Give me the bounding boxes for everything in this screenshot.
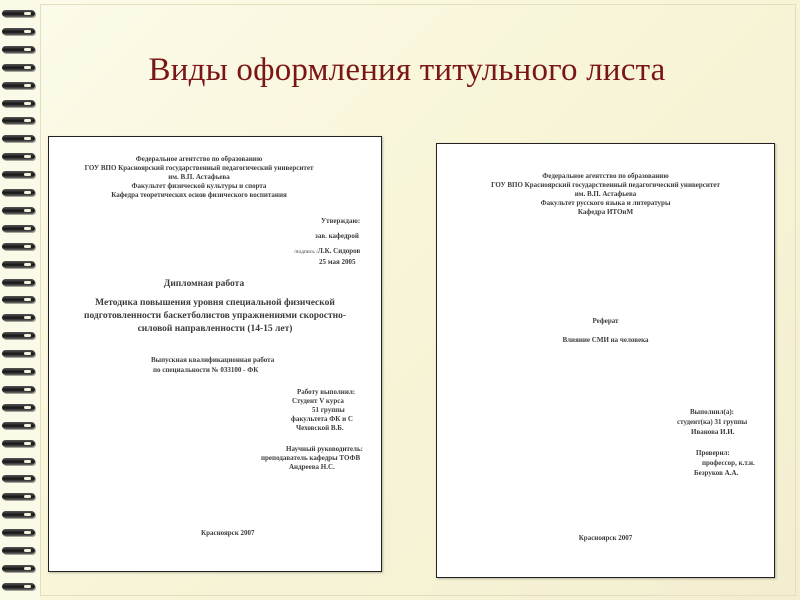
author-line: Работу выполнил: xyxy=(297,388,356,396)
binding-ring xyxy=(2,404,35,411)
checker-line: профессор, к.т.н. xyxy=(702,459,755,467)
binding-ring xyxy=(2,422,35,429)
binding-ring xyxy=(2,100,35,107)
header-line: Кафедра теоретических основ физического воспитания xyxy=(111,191,287,199)
binding-ring xyxy=(2,10,35,17)
slide-title: Виды оформления титульного листа xyxy=(148,52,666,88)
binding-ring xyxy=(2,493,35,500)
binding-ring xyxy=(2,368,35,375)
approval-signature xyxy=(294,247,360,256)
binding-ring xyxy=(2,207,35,214)
header-line: Федеральное агентство по образованию xyxy=(542,172,669,180)
title-page-essay xyxy=(436,143,775,578)
binding-ring xyxy=(2,171,35,178)
author-line: факультета ФК и С xyxy=(291,415,353,423)
spiral-binding xyxy=(0,0,40,600)
title-page-diploma xyxy=(48,136,382,572)
signature-name: Л.К. Сидоров xyxy=(317,247,361,255)
header-line: ГОУ ВПО Красноярский государственный педагогический университет xyxy=(84,164,314,172)
binding-ring xyxy=(2,458,35,465)
binding-ring xyxy=(2,189,35,196)
binding-ring xyxy=(2,547,35,554)
page-footer: Красноярск 2007 xyxy=(578,534,633,542)
header-line: им. В.П. Астафьева xyxy=(168,173,230,181)
work-type: Реферат xyxy=(592,317,619,325)
header-line: Факультет физической культуры и спорта xyxy=(131,182,267,190)
supervisor-line: Научный руководитель: xyxy=(286,445,363,453)
binding-ring xyxy=(2,117,35,124)
header-line: ГОУ ВПО Красноярский государственный педагогический университет xyxy=(491,181,720,189)
topic-line: силовой направленности (14-15 лет) xyxy=(137,324,293,334)
binding-ring xyxy=(2,386,35,393)
qualification-line: Выпускная квалификационная работа xyxy=(151,356,275,364)
approval-date: 25 мая 2005 xyxy=(319,258,356,266)
page-footer: Красноярск 2007 xyxy=(201,529,255,537)
supervisor-line: преподаватель кафедры ТОФВ xyxy=(261,454,361,462)
approval-title: Утверждаю: xyxy=(321,217,361,225)
header-line: им. В.П. Астафьева xyxy=(574,190,637,198)
binding-ring xyxy=(2,350,35,357)
author-line: студент(ка) 31 группы xyxy=(677,418,748,426)
checker-line: Проверил: xyxy=(696,449,730,457)
author-line: 51 группы xyxy=(312,406,345,414)
topic-line: подготовленности баскетболистов упражнениями скоростно- xyxy=(83,311,347,321)
binding-ring xyxy=(2,279,35,286)
binding-ring xyxy=(2,475,35,482)
work-type: Дипломная работа xyxy=(163,279,245,289)
author-line: Студент V курса xyxy=(292,397,344,405)
topic: Влияние СМИ на человека xyxy=(562,336,649,344)
signature-label: /подпись / xyxy=(294,249,318,255)
binding-ring xyxy=(2,243,35,250)
binding-ring xyxy=(2,565,35,572)
author-line: Иванова И.И. xyxy=(691,428,735,436)
binding-ring xyxy=(2,261,35,268)
supervisor-line: Андреева Н.С. xyxy=(289,463,335,471)
checker-line: Безруков А.А. xyxy=(694,469,739,477)
binding-ring xyxy=(2,314,35,321)
header-line: Кафедра ИТОиМ xyxy=(577,208,634,216)
header-line: Федеральное агентство по образованию xyxy=(135,155,263,163)
author-line: Выполнил(а): xyxy=(690,408,734,416)
author-line: Чеховской В.Б. xyxy=(296,424,344,432)
binding-ring xyxy=(2,440,35,447)
binding-ring xyxy=(2,153,35,160)
binding-ring xyxy=(2,511,35,518)
header-line: Факультет русского языка и литературы xyxy=(540,199,671,207)
approval-position: зав. кафедрой xyxy=(315,232,359,240)
binding-ring xyxy=(2,296,35,303)
binding-ring xyxy=(2,225,35,232)
binding-ring xyxy=(2,529,35,536)
binding-ring xyxy=(2,135,35,142)
binding-ring xyxy=(2,28,35,35)
binding-ring xyxy=(2,583,35,590)
qualification-line: по специальности № 033100 - ФК xyxy=(153,366,259,374)
binding-ring xyxy=(2,332,35,339)
topic-line: Методика повышения уровня специальной физической xyxy=(95,298,335,308)
